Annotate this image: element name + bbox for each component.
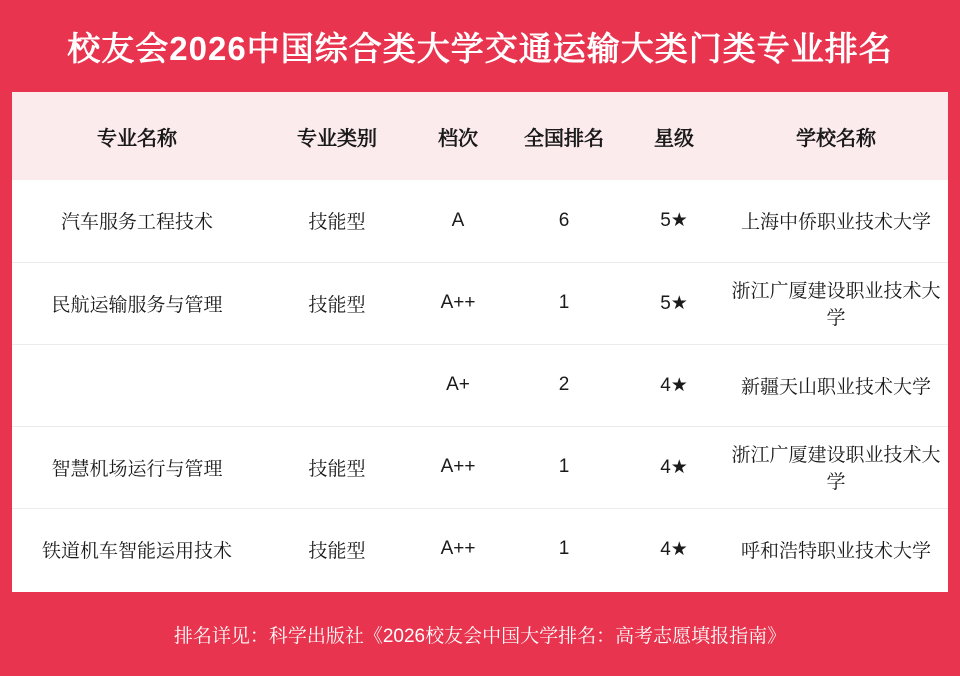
cell-national-rank: 2 (558, 374, 570, 395)
column-header-school: 学校名称 (796, 127, 876, 150)
cell-major: 民航运输服务与管理 (51, 294, 223, 316)
table-row (12, 426, 948, 508)
cell-type: 技能型 (308, 540, 366, 562)
table-row (12, 508, 948, 590)
cell-national-rank: 1 (558, 538, 570, 560)
cell-national-rank: 1 (558, 456, 570, 477)
cell-grade: A+ (446, 374, 470, 395)
cell-type (262, 344, 412, 426)
cell-star: 4★ (660, 456, 688, 478)
cell-grade: A++ (440, 538, 476, 560)
ranking-table-container (12, 92, 948, 592)
cell-major: 智慧机场运行与管理 (51, 458, 223, 480)
cell-star: 5★ (660, 292, 688, 314)
cell-major (12, 344, 262, 426)
column-header-major: 专业名称 (97, 127, 177, 150)
page-footer (12, 592, 948, 676)
cell-grade: A++ (440, 292, 476, 313)
column-header-star: 星级 (654, 127, 694, 150)
cell-grade: A (451, 209, 465, 231)
cell-national-rank: 6 (558, 209, 570, 231)
cell-school: 浙江广厦建设职业技术大学 (731, 445, 941, 493)
cell-type: 技能型 (308, 294, 366, 316)
ranking-table (12, 92, 948, 590)
column-header-grade: 档次 (438, 127, 478, 150)
cell-grade: A++ (440, 456, 476, 477)
footer-note: 排名详见：科学出版社《2026校友会中国大学排名：高考志愿填报指南》 (173, 625, 787, 647)
cell-school: 浙江广厦建设职业技术大学 (731, 281, 941, 329)
cell-type: 技能型 (308, 458, 366, 480)
cell-school: 上海中侨职业技术大学 (740, 212, 931, 234)
page-header (12, 0, 948, 92)
cell-star: 4★ (660, 374, 688, 396)
cell-major: 铁道机车智能运用技术 (41, 540, 232, 562)
cell-school: 呼和浩特职业技术大学 (740, 540, 931, 562)
page-title: 校友会2026中国综合类大学交通运输大类门类专业排名 (67, 29, 893, 67)
cell-school: 新疆天山职业技术大学 (740, 376, 931, 398)
cell-type: 技能型 (308, 212, 366, 234)
table-row (12, 262, 948, 344)
cell-national-rank: 1 (558, 292, 570, 313)
cell-major: 汽车服务工程技术 (60, 212, 213, 234)
cell-star: 5★ (660, 210, 688, 232)
column-header-type: 专业类别 (297, 127, 377, 150)
table-row (12, 344, 948, 426)
column-header-national-rank: 全国排名 (524, 127, 604, 150)
cell-star: 4★ (660, 538, 688, 560)
table-header-row (12, 92, 948, 180)
table-row (12, 180, 948, 262)
